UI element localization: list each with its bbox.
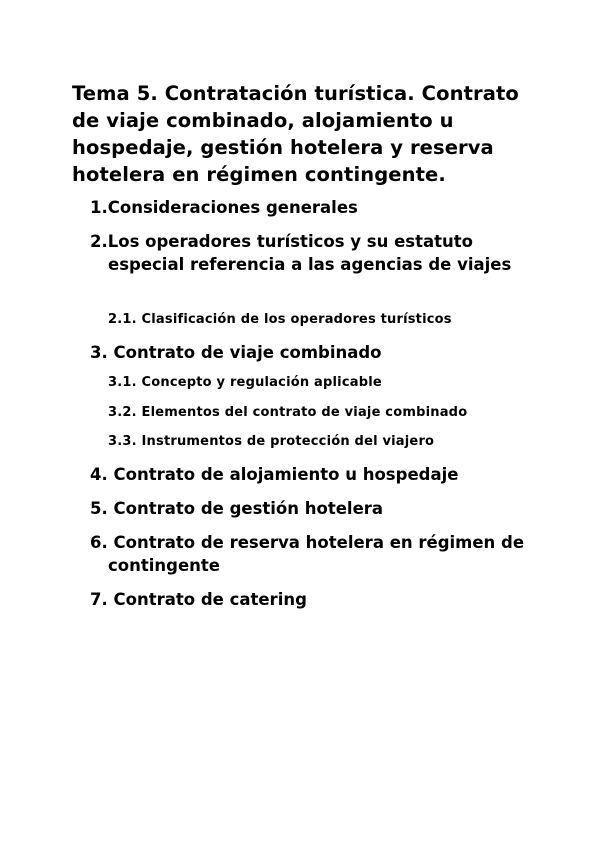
toc-item-text: Clasificación de los operadores turísticos <box>141 312 452 327</box>
toc-item-number: 5. <box>90 499 108 518</box>
toc-item-text: Concepto y regulación aplicable <box>141 375 382 390</box>
toc-item-7 <box>90 588 548 611</box>
toc-item-text: Contrato de alojamiento u hospedaje <box>113 465 459 484</box>
toc-item-6 <box>90 531 548 577</box>
toc-item-text: Contrato de reserva hotelera en régimen de contingente <box>108 533 525 575</box>
toc-item-number: 3.3. <box>108 434 137 449</box>
toc-item-text: Contrato de viaje combinado <box>113 343 382 362</box>
toc-item-5 <box>90 497 548 520</box>
toc-item-1 <box>90 196 548 219</box>
toc-item-number: 1. <box>90 198 108 217</box>
toc-subitem-3-2 <box>108 404 528 422</box>
toc-item-text: Instrumentos de protección del viajero <box>141 434 435 449</box>
toc-item-text: Contrato de catering <box>113 590 307 609</box>
toc-item-2 <box>90 230 548 276</box>
toc-item-number: 3. <box>90 343 108 362</box>
toc-subitem-3-3 <box>108 433 528 451</box>
toc-item-number: 7. <box>90 590 108 609</box>
toc-item-number: 2.1. <box>108 312 137 327</box>
toc-subitem-3-1 <box>108 374 528 392</box>
toc-item-number: 3.1. <box>108 375 137 390</box>
toc-item-number: 3.2. <box>108 405 137 420</box>
toc-item-number: 6. <box>90 533 108 552</box>
toc-item-text: Contrato de gestión hotelera <box>113 499 384 518</box>
toc-item-text: Los operadores turísticos y su estatuto especial referencia a las agencias de viajes <box>107 232 512 274</box>
toc-item-4 <box>90 463 548 486</box>
toc-item-number: 2. <box>90 232 108 251</box>
toc-item-text: Elementos del contrato de viaje combinado <box>141 405 468 420</box>
document-title: Tema 5. Contratación turística. Contrato de viaje combinado, alojamiento u hospedaje, gestión hotelera y reserva hotelera en régimen contingente. <box>72 82 519 186</box>
toc-item-3 <box>90 341 548 364</box>
toc-item-number: 4. <box>90 465 108 484</box>
toc-item-text: Consideraciones generales <box>107 198 358 217</box>
toc-subitem-2-1 <box>108 311 528 329</box>
